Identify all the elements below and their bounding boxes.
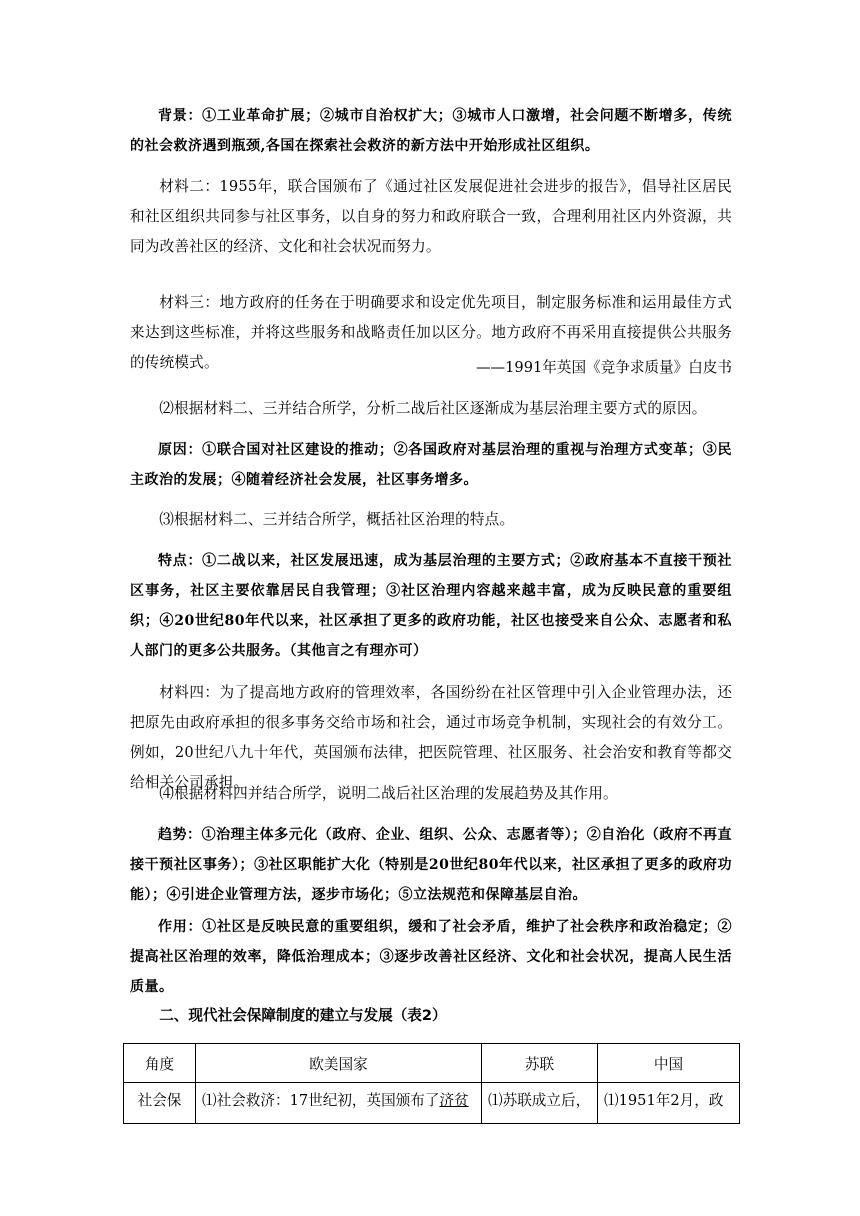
- question-2: ⑵根据材料二、三并结合所学，分析二战后社区逐渐成为基层治理主要方式的原因。: [159, 400, 707, 417]
- table-header-cell: 苏联: [482, 1044, 598, 1083]
- answer-4-effect: 作用：①社区是反映民意的重要组织，缓和了社会矛盾，维护了社会秩序和政治稳定；②提高社区治理的效率，降低治理成本；③逐步改善社区经济、文化和社会状况，提高人民生活质量。: [130, 919, 732, 995]
- table-row: [124, 1083, 740, 1124]
- table-header-row: [124, 1044, 740, 1083]
- answer-3: 特点：①二战以来，社区发展迅速，成为基层治理的主要方式；②政府基本不直接干预社区事务，社区主要依靠居民自我管理；③社区治理内容越来越丰富，成为反映民意的重要组织；④20世纪80年代以来，社区承担了更多的政府功能，社区也接受来自公众、志愿者和私人部门的更多公共服务。（其他言之有理亦可）: [130, 553, 732, 659]
- table-header-cell: 角度: [124, 1044, 196, 1083]
- material-four: 材料四：为了提高地方政府的管理效率，各国纷纷在社区管理中引入企业管理办法，还把原先由政府承担的很多事务交给市场和社会，通过市场竞争机制，实现社会的有效分工。例如，20世纪八九十年代，英国颁布法律，把医院管理、社区服务、社会治安和教育等都交给相关公司承担。: [130, 684, 732, 791]
- section-heading: 二、现代社会保障制度的建立与发展（表2）: [159, 1007, 447, 1024]
- table-header-cell: 欧美国家: [196, 1044, 482, 1083]
- social-security-table: [123, 1043, 740, 1124]
- material-three: 材料三：地方政府的任务在于明确要求和设定优先项目，制定服务标准和运用最佳方式来达到这些标准，并将这些服务和战略责任加以区分。地方政府不再采用直接提供公共服务的传统模式。: [130, 294, 732, 371]
- underlined-term: 济贫: [439, 1092, 469, 1109]
- answer-4-trend: 趋势：①治理主体多元化（政府、企业、组织、公众、志愿者等）；②自治化（政府不再直接干预社区事务）；③社区职能扩大化（特别是20世纪80年代以来，社区承担了更多的政府功能）；④引进企业管理方法，逐步市场化；⑤立法规范和保障基层自治。: [130, 827, 732, 903]
- table-header-cell: 中国: [598, 1044, 740, 1083]
- background-answer: 背景：①工业革命扩展；②城市自治权扩大；③城市人口激增，社会问题不断增多，传统的社会救济遇到瓶颈,各国在探索社会救济的新方法中开始形成社区组织。: [130, 108, 732, 154]
- answer-2: 原因：①联合国对社区建设的推动；②各国政府对基层治理的重视与治理方式变革；③民主政治的发展；④随着经济社会发展，社区事务增多。: [130, 442, 732, 488]
- table-cell: 社会保: [124, 1083, 196, 1124]
- question-4: ⑷根据材料四并结合所学，说明二战后社区治理的发展趋势及其作用。: [159, 785, 618, 802]
- cell-text: ⑴社会救济：17世纪初，英国颁布了: [202, 1092, 440, 1109]
- table-cell: ⑴苏联成立后，: [482, 1083, 598, 1124]
- material-two: 材料二：1955年，联合国颁布了《通过社区发展促进社会进步的报告》，倡导社区居民和社区组织共同参与社区事务，以自身的努力和政府联合一致，合理利用社区内外资源，共同为改善社区的经济、文化和社会状况而努力。: [130, 178, 732, 255]
- table-cell: [196, 1083, 482, 1124]
- material-three-source: ——1991年英国《竞争求质量》白皮书: [475, 359, 732, 376]
- table-cell: ⑴1951年2月，政: [598, 1083, 740, 1124]
- question-3: ⑶根据材料二、三并结合所学，概括社区治理的特点。: [159, 511, 515, 528]
